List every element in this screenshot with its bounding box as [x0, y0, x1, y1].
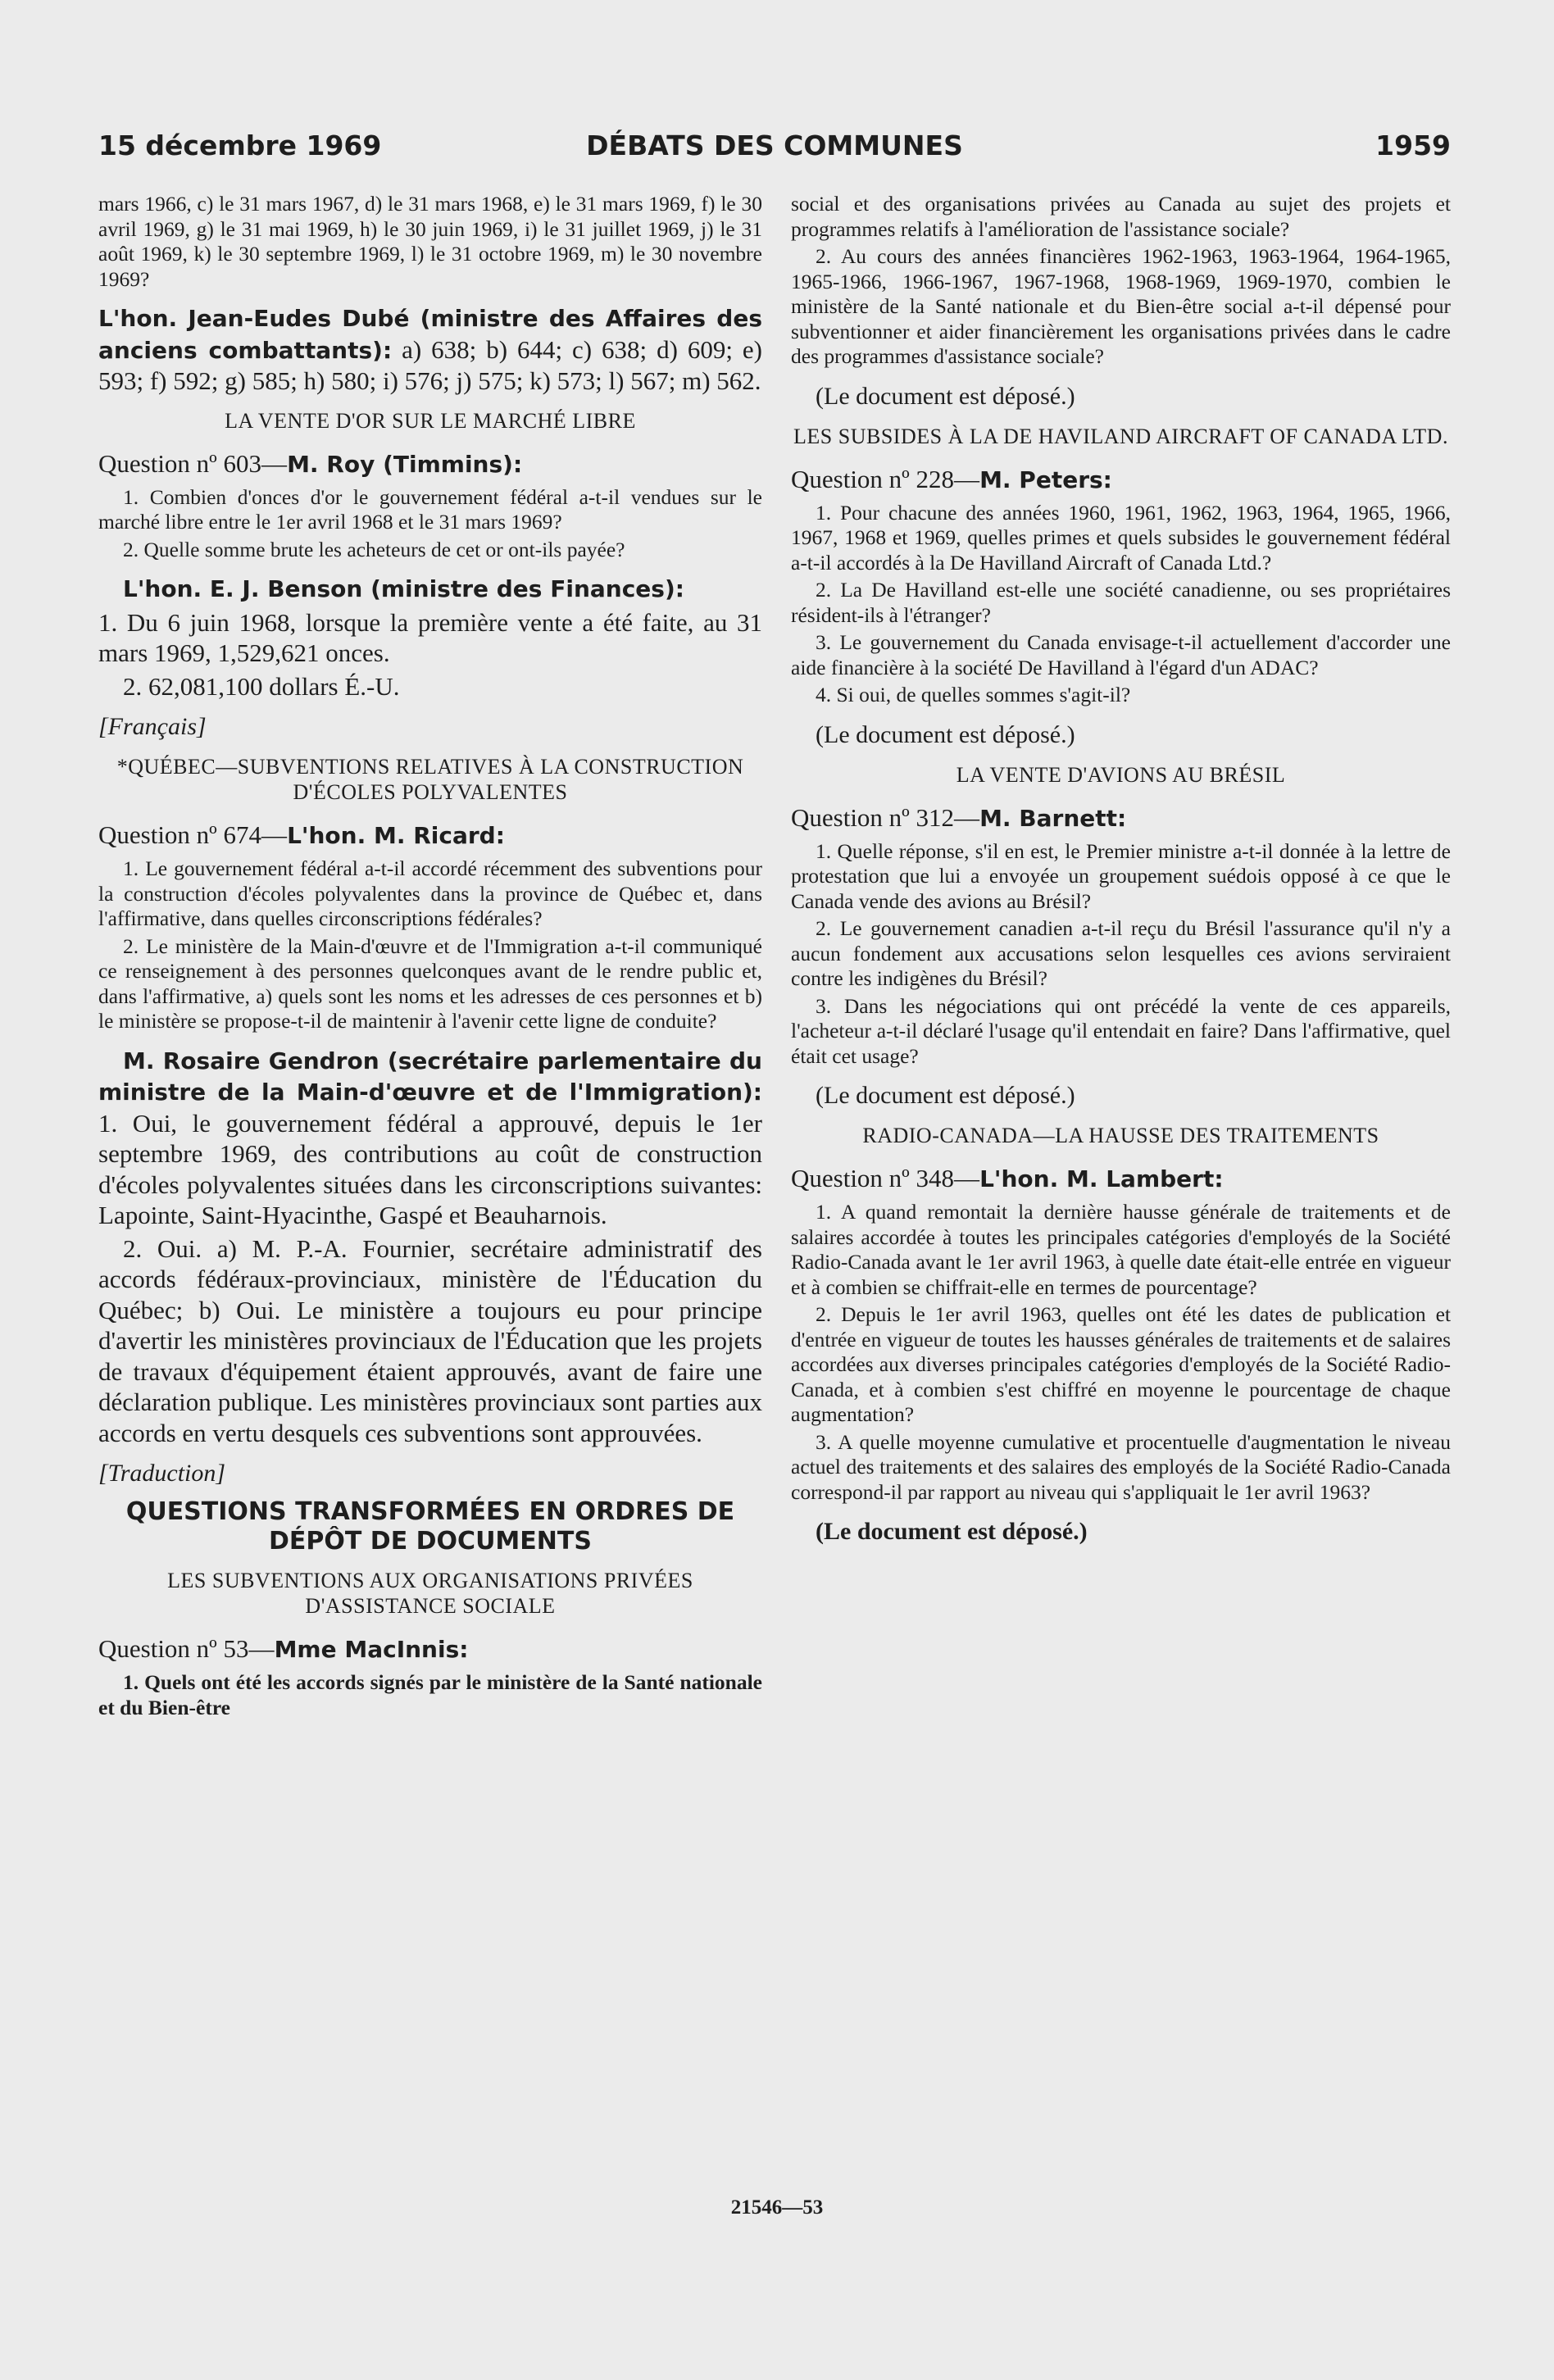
question-item: 2. Depuis le 1er avril 1963, quelles ont été les dates de publication et d'entrée en vigueur de toutes les hausses générales de traitements et de salaires accordées aux diverses principales catégories d'employés de la Société Radio-Canada, et à combien s'est chiffré en moyenne le pourcentage de chaque augmentation? — [791, 1302, 1451, 1426]
question-header — [98, 1633, 762, 1665]
question-header — [791, 802, 1451, 834]
header-title: DÉBATS DES COMMUNES — [586, 129, 963, 161]
question-header — [791, 1163, 1451, 1195]
answer-text: 2. 62,081,100 dollars É.-U. — [123, 671, 400, 701]
answer-text: 1. Oui, le gouvernement fédéral a approuvé, depuis le 1er septembre 1969, des contributions au coût de construction d'écoles polyvalentes situées dans les circonscriptions suivantes: Lapointe, Saint-Hyacinthe, Gaspé et Beauharnois. — [98, 1108, 762, 1229]
section-heading: *QUÉBEC—SUBVENTIONS RELATIVES À LA CONSTRUCTION D'ÉCOLES POLYVALENTES — [116, 755, 744, 804]
question-continuation: social et des organisations privées au Canada au sujet des projets et programmes relatifs à l'amélioration de l'assistance sociale? — [791, 192, 1451, 241]
question-author: M. Peters: — [979, 466, 1112, 493]
question-author: L'hon. M. Ricard: — [287, 822, 505, 849]
page-header — [98, 129, 1451, 170]
page-number: 1959 — [1375, 129, 1451, 161]
question-item: 1. Le gouvernement fédéral a-t-il accordé récemment des subventions pour la construction d'écoles polyvalentes dans la province de Québec et, dans l'affirmative, dans quelles circonscriptions fédérales? — [98, 856, 762, 930]
question-item: 2. Quelle somme brute les acheteurs de cet or ont-ils payée? — [123, 537, 625, 561]
question-author: Mme MacInnis: — [274, 1636, 469, 1663]
document-deposited: (Le document est déposé.) — [816, 382, 1075, 410]
section-heading: LA VENTE D'OR SUR LE MARCHÉ LIBRE — [225, 408, 636, 433]
question-item: 3. Dans les négociations qui ont précédé la vente de ces appareils, l'acheteur a-t-il déclaré l'usage qu'il entendait en faire? Dans l'affirmative, quel était cet usage? — [791, 993, 1451, 1068]
question-item: 1. Combien d'onces d'or le gouvernement fédéral a-t-il vendues sur le marché libre entre le 1er avril 1968 et le 31 mars 1969? — [98, 484, 762, 534]
header-date: 15 décembre 1969 — [98, 129, 382, 161]
section-heading: RADIO-CANADA—LA HAUSSE DES TRAITEMENTS — [862, 1124, 1379, 1147]
question-author: M. Roy (Timmins): — [287, 450, 523, 478]
question-item: 1. A quand remontait la dernière hausse générale de traitements et de salaires accordée à toutes les principales catégories d'employés de la Société Radio-Canada avant le 1er avril 1963, à quelle date était-elle entrée en vigueur et à combien se chiffrait-elle en termes de pourcentage? — [791, 1200, 1451, 1299]
document-deposited: (Le document est déposé.) — [816, 1518, 1088, 1545]
speaker: M. Rosaire Gendron (secrétaire parlementaire du ministre de la Main-d'œuvre et de l'Immigration): — [98, 1047, 762, 1106]
question-item: 2. Au cours des années financières 1962-1963, 1963-1964, 1964-1965, 1965-1966, 1966-1967, 1967-1968, 1968-1969, 1969-1970, combien le ministère de la Santé nationale et du Bien-être social a-t-il dépensé pour subventionner et aider financièrement les organisations privées dans le cadre des programmes d'assistance sociale? — [791, 244, 1451, 368]
language-tag: [Traduction] — [98, 1460, 226, 1487]
document-deposited: (Le document est déposé.) — [816, 720, 1075, 748]
answer-text: 1. Du 6 juin 1968, lorsque la première vente a été faite, au 31 mars 1969, 1,529,621 onces. — [98, 607, 762, 667]
question-label: Question nº 53— — [98, 1634, 275, 1663]
question-label: Question nº 603— — [98, 448, 288, 478]
question-item: 4. Si oui, de quelles sommes s'agit-il? — [816, 683, 1131, 706]
question-item: 3. Le gouvernement du Canada envisage-t-il actuellement d'accorder une aide financière à la société De Havilland à l'égard d'un ADAC? — [791, 630, 1451, 679]
speaker: L'hon. Jean-Eudes Dubé (ministre des Affaires des anciens combattants): — [98, 305, 762, 364]
question-header — [98, 820, 762, 852]
answer-text: a) 638; b) 644; c) 638; d) 609; e) 593; f) 592; g) 585; h) 580; i) 576; j) 575; k) 573; l) 567; m) 562. — [98, 334, 763, 395]
section-heading: LES SUBSIDES À LA DE HAVILAND AIRCRAFT OF CANADA LTD. — [793, 424, 1448, 448]
speaker: L'hon. E. J. Benson (ministre des Finances): — [123, 575, 684, 602]
question-item: 1. Pour chacune des années 1960, 1961, 1962, 1963, 1964, 1965, 1966, 1967, 1968 et 1969, quelles primes et quels subsides le gouvernement fédéral a-t-il accordés à la De Havilland Aircraft of Canada Ltd.? — [791, 500, 1451, 575]
question-item: 2. La De Havilland est-elle une société canadienne, ou ses propriétaires résident-ils à l'étranger? — [791, 578, 1451, 627]
question-item: 1. Quelle réponse, s'il en est, le Premier ministre a-t-il donnée à la lettre de protestation que lui a envoyée un groupement suédois opposé à ce que le Canada vende des avions au Brésil? — [791, 838, 1451, 913]
answer-speaker — [98, 573, 762, 605]
question-continuation: mars 1966, c) le 31 mars 1967, d) le 31 mars 1968, e) le 31 mars 1969, f) le 30 avril 1969, g) le 31 mai 1969, h) le 30 juin 1969, i) le 31 juillet 1969, j) le 31 août 1969, k) le 30 septembre 1969, l) le 31 octobre 1969, m) le 30 novembre 1969? — [98, 192, 762, 291]
section-heading: LES SUBVENTIONS AUX ORGANISATIONS PRIVÉES D'ASSISTANCE SOCIALE — [167, 1569, 693, 1618]
answer-text: 2. Oui. a) M. P.-A. Fournier, secrétaire administratif des accords fédéraux-provinciaux, ministère de l'Éducation du Québec; b) Oui. Le ministère a toujours eu pour principe d'avertir les ministères provinciaux de l'Éducation que les projets de travaux d'équipement étaient approuvés, avant de faire une déclaration publique. Les ministères provinciaux sont parties aux accords en vertu desquels ces subventions sont approuvées. — [98, 1233, 762, 1447]
page-footer-code: 21546—53 — [730, 2196, 824, 2219]
left-column — [98, 192, 762, 1723]
question-header — [98, 448, 762, 480]
question-label: Question nº 312— — [791, 802, 980, 832]
document-deposited: (Le document est déposé.) — [816, 1082, 1075, 1109]
question-label: Question nº 674— — [98, 820, 288, 849]
question-label: Question nº 228— — [791, 464, 980, 493]
section-heading: LA VENTE D'AVIONS AU BRÉSIL — [956, 762, 1286, 787]
answer-gendron — [98, 1045, 762, 1231]
language-tag: [Français] — [98, 713, 207, 740]
question-label: Question nº 348— — [791, 1164, 980, 1192]
question-item: 2. Le ministère de la Main-d'œuvre et de l'Immigration a-t-il communiqué ce renseignement à des personnes quelconques avant de le rendre public et, dans l'affirmative, a) quels sont les noms et les adresses de ces personnes et b) le ministère se propose-t-il de maintenir à l'avenir cette ligne de conduite? — [98, 933, 762, 1033]
section-heading-major: QUESTIONS TRANSFORMÉES EN ORDRES DE DÉPÔT DE DOCUMENTS — [125, 1497, 735, 1556]
question-item: 2. Le gouvernement canadien a-t-il reçu du Brésil l'assurance qu'il n'y a aucun fondement aux accusations selon lesquelles ces avions serviraient contre les indigènes du Brésil? — [791, 916, 1451, 990]
question-author: L'hon. M. Lambert: — [979, 1165, 1224, 1192]
question-item: 3. A quelle moyenne cumulative et procentuelle d'augmentation le niveau actuel des traitements et des salaires des employés de la Société Radio-Canada correspond-il par rapport au niveau qui s'appliquait le 1er avril 1963? — [791, 1429, 1451, 1504]
answer-dube — [98, 302, 762, 397]
question-author: M. Barnett: — [979, 804, 1127, 832]
question-item: 1. Quels ont été les accords signés par le ministère de la Santé nationale et du Bien-être — [98, 1670, 762, 1719]
question-header — [791, 464, 1451, 496]
right-column — [791, 192, 1451, 1559]
